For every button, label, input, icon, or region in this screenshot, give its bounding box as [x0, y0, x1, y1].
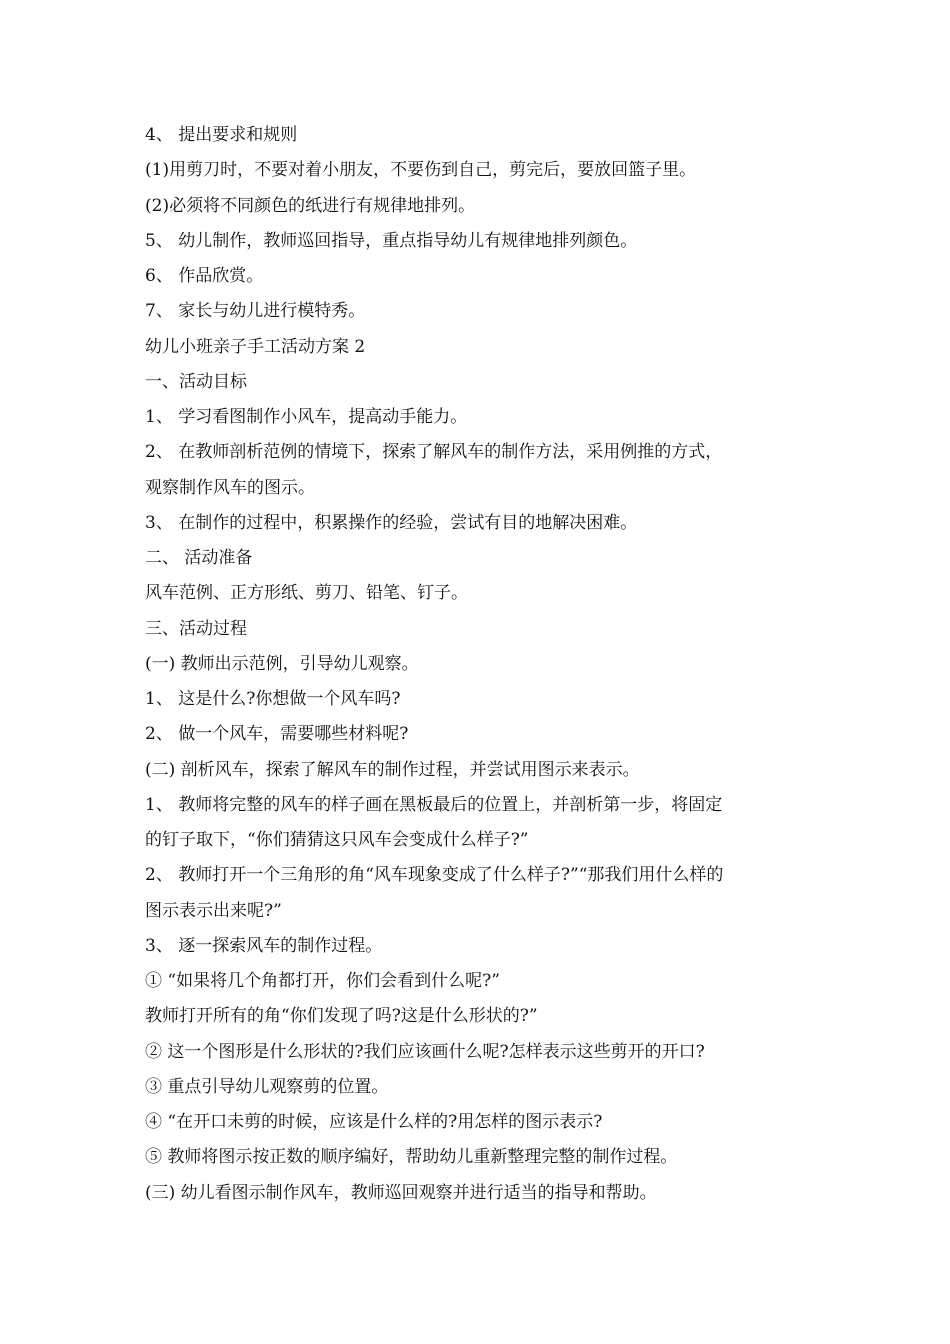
text-line: (1)用剪刀时，不要对着小朋友，不要伤到自己，剪完后，要放回篮子里。 [145, 160, 697, 181]
text-line: 1、 这是什么?你想做一个风车吗? [145, 689, 401, 709]
text-line: 2、 在教师剖析范例的情境下，探索了解风车的制作方法，采用例推的方式， [145, 442, 723, 463]
text-line: (二) 剖析风车，探索了解风车的制作过程，并尝试用图示来表示。 [145, 759, 640, 780]
text-line: 6、 作品欣赏。 [145, 266, 264, 286]
text-line: (2)必须将不同颜色的纸进行有规律地排列。 [145, 195, 476, 216]
text-line: ④ “在开口未剪的时候，应该是什么样的?用怎样的图示表示? [145, 1112, 603, 1132]
text-line: 3、 逐一探索风车的制作过程。 [145, 935, 383, 956]
document-page [145, 118, 815, 1211]
text-line: 图示表示出来呢?” [145, 900, 282, 921]
text-line: 教师打开所有的角“你们发现了吗?这是什么形状的?” [145, 1006, 538, 1027]
text-line: (三) 幼儿看图示制作风车，教师巡回观察并进行适当的指导和帮助。 [145, 1182, 657, 1203]
text-line: 1、 学习看图制作小风车，提高动手能力。 [145, 407, 468, 427]
text-line: 2、 做一个风车，需要哪些材料呢? [145, 724, 409, 745]
text-line: ⑤ 教师将图示按正数的顺序编好，帮助幼儿重新整理完整的制作过程。 [145, 1147, 678, 1168]
text-line: ③ 重点引导幼儿观察剪的位置。 [145, 1076, 389, 1097]
text-line: (一) 教师出示范例，引导幼儿观察。 [145, 653, 419, 674]
section-title: 幼儿小班亲子手工活动方案 2 [145, 336, 366, 357]
text-line: ① “如果将几个角都打开，你们会看到什么呢?” [145, 971, 500, 991]
section-heading: 二、 活动准备 [145, 548, 253, 568]
text-line: 风车范例、正方形纸、剪刀、铅笔、钉子。 [145, 583, 468, 604]
text-line: 5、 幼儿制作，教师巡回指导，重点指导幼儿有规律地排列颜色。 [145, 230, 638, 251]
text-line: 4、 提出要求和规则 [145, 125, 298, 145]
text-line: 1、 教师将完整的风车的样子画在黑板最后的位置上，并剖析第一步，将固定 [145, 794, 723, 815]
text-line: 的钉子取下，“你们猜猜这只风车会变成什么样子?” [145, 830, 529, 850]
text-line: 7、 家长与幼儿进行模特秀。 [145, 301, 366, 322]
text-line: 3、 在制作的过程中，积累操作的经验，尝试有目的地解决困难。 [145, 512, 638, 533]
text-line: ② 这一个图形是什么形状的?我们应该画什么呢?怎样表示这些剪开的开口? [145, 1041, 705, 1062]
text-line: 观察制作风车的图示。 [145, 477, 315, 498]
section-heading: 一、活动目标 [145, 371, 247, 392]
section-heading: 三、活动过程 [145, 618, 247, 639]
text-line: 2、 教师打开一个三角形的角“风车现象变成了什么样子?”“那我们用什么样的 [145, 865, 724, 886]
